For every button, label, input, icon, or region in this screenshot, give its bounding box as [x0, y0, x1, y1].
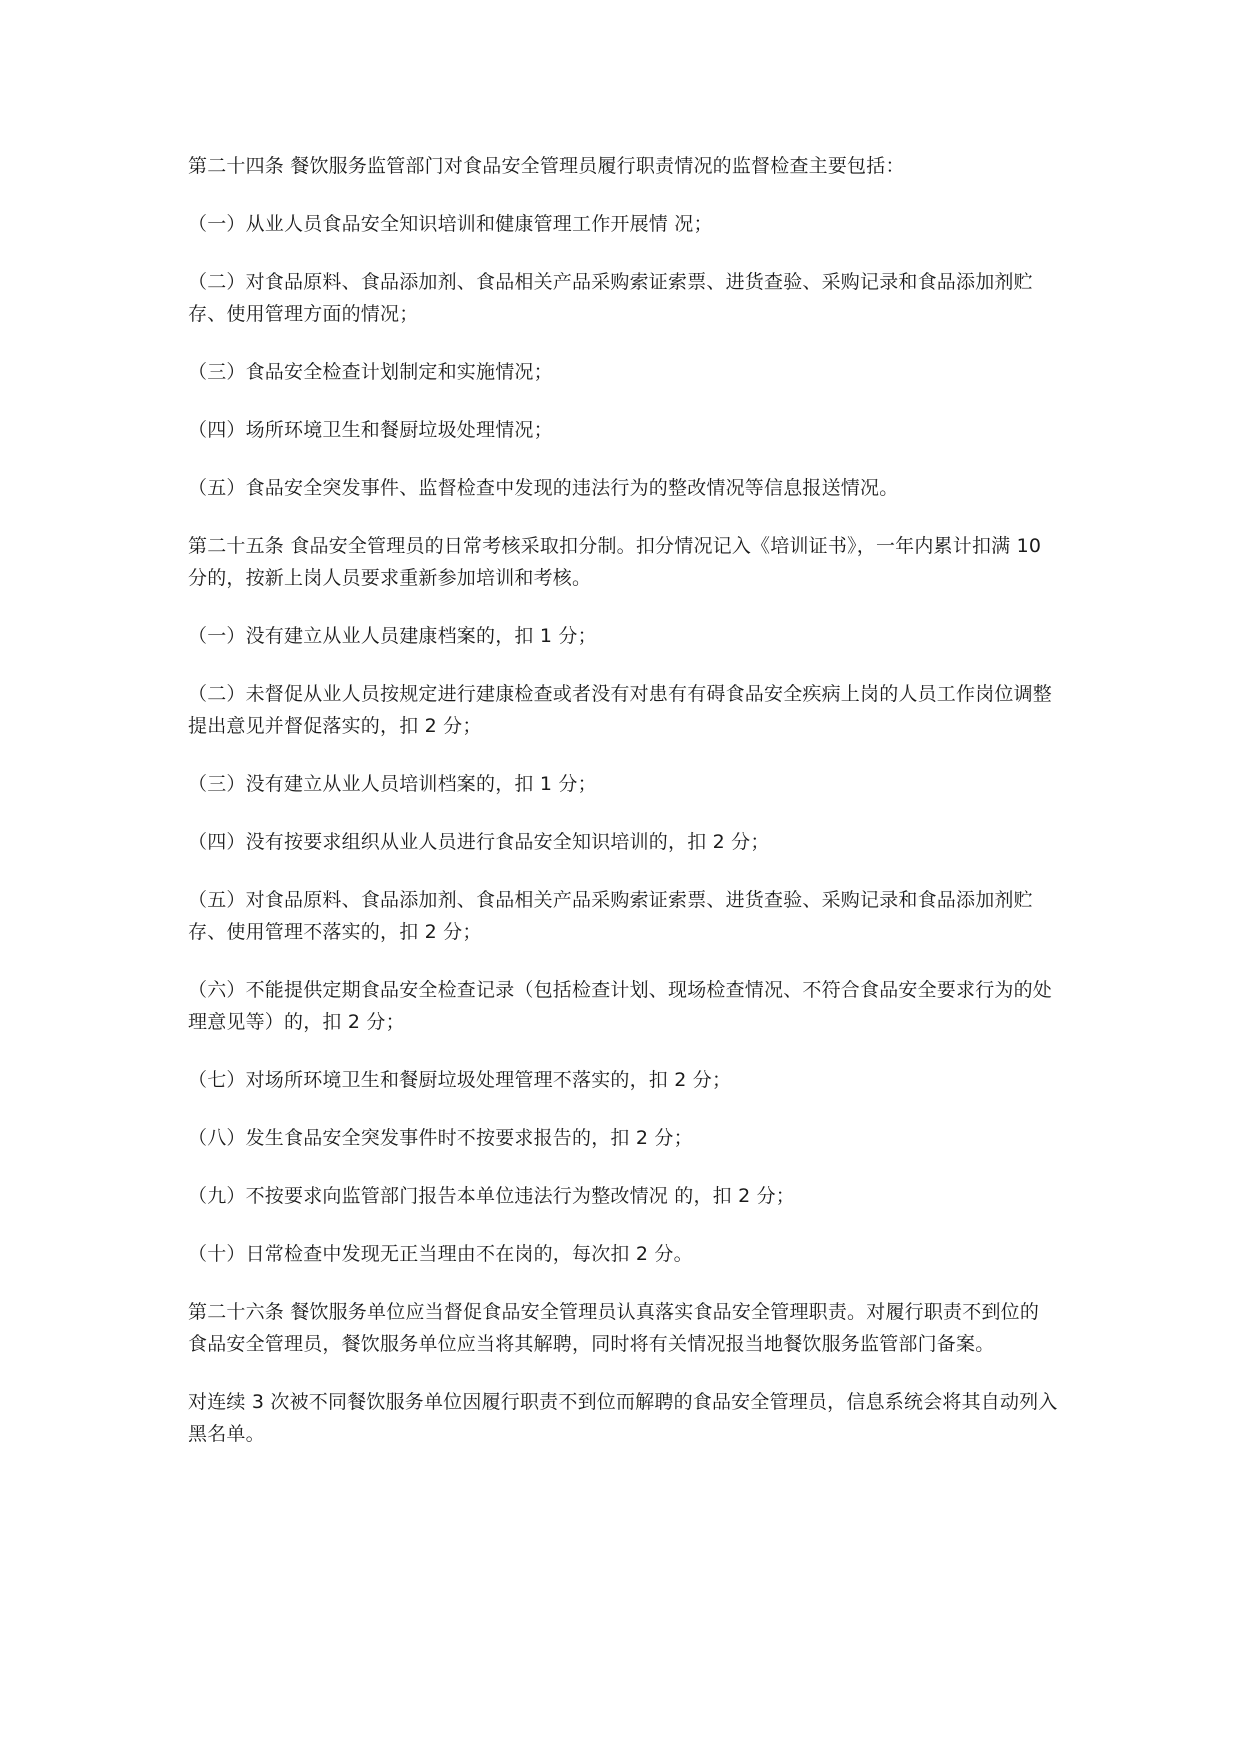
article-25-item-1: （一）没有建立从业人员建康档案的，扣 1 分； [188, 625, 597, 647]
article-26-heading: 第二十六条 餐饮服务单位应当督促食品安全管理员认真落实食品安全管理职责。对履行职责不到位的食品安全管理员，餐饮服务单位应当将其解聘，同时将有关情况报当地餐饮服务监管部门备案。 [188, 1301, 1040, 1355]
article-25-item-7: （七）对场所环境卫生和餐厨垃圾处理管理不落实的，扣 2 分； [188, 1069, 732, 1091]
article-25-item-8: （八）发生食品安全突发事件时不按要求报告的，扣 2 分； [188, 1127, 693, 1149]
article-24-item-2: （二）对食品原料、食品添加剂、食品相关产品采购索证索票、进货查验、采购记录和食品添加剂贮存、使用管理方面的情况； [188, 271, 1033, 325]
article-24-item-3: （三）食品安全检查计划制定和实施情况； [188, 361, 553, 383]
article-25-item-5: （五）对食品原料、食品添加剂、食品相关产品采购索证索票、进货查验、采购记录和食品添加剂贮存、使用管理不落实的，扣 2 分； [188, 889, 1033, 943]
article-25-item-4: （四）没有按要求组织从业人员进行食品安全知识培训的，扣 2 分； [188, 831, 770, 853]
article-25-item-6: （六）不能提供定期食品安全检查记录（包括检查计划、现场检查情况、不符合食品安全要求行为的处理意见等）的，扣 2 分； [188, 979, 1053, 1033]
article-24-item-1: （一）从业人员食品安全知识培训和健康管理工作开展情 况； [188, 213, 713, 235]
article-24-item-5: （五）食品安全突发事件、监督检查中发现的违法行为的整改情况等信息报送情况。 [188, 477, 899, 499]
document-body [188, 150, 1058, 1476]
article-24-item-4: （四）场所环境卫生和餐厨垃圾处理情况； [188, 419, 553, 441]
article-24-heading: 第二十四条 餐饮服务监管部门对食品安全管理员履行职责情况的监督检查主要包括： [188, 155, 905, 177]
article-26-paragraph-2: 对连续 3 次被不同餐饮服务单位因履行职责不到位而解聘的食品安全管理员，信息系统会将其自动列入黑名单。 [188, 1391, 1058, 1445]
article-25-item-3: （三）没有建立从业人员培训档案的，扣 1 分； [188, 773, 597, 795]
article-25-item-10: （十）日常检查中发现无正当理由不在岗的，每次扣 2 分。 [188, 1243, 693, 1265]
article-25-heading: 第二十五条 食品安全管理员的日常考核采取扣分制。扣分情况记入《培训证书》，一年内累计扣满 10 分的，按新上岗人员要求重新参加培训和考核。 [188, 535, 1042, 589]
article-25-item-2: （二）未督促从业人员按规定进行建康检查或者没有对患有有碍食品安全疾病上岗的人员工作岗位调整提出意见并督促落实的，扣 2 分； [188, 683, 1053, 737]
article-25-item-9: （九）不按要求向监管部门报告本单位违法行为整改情况 的，扣 2 分； [188, 1185, 796, 1207]
